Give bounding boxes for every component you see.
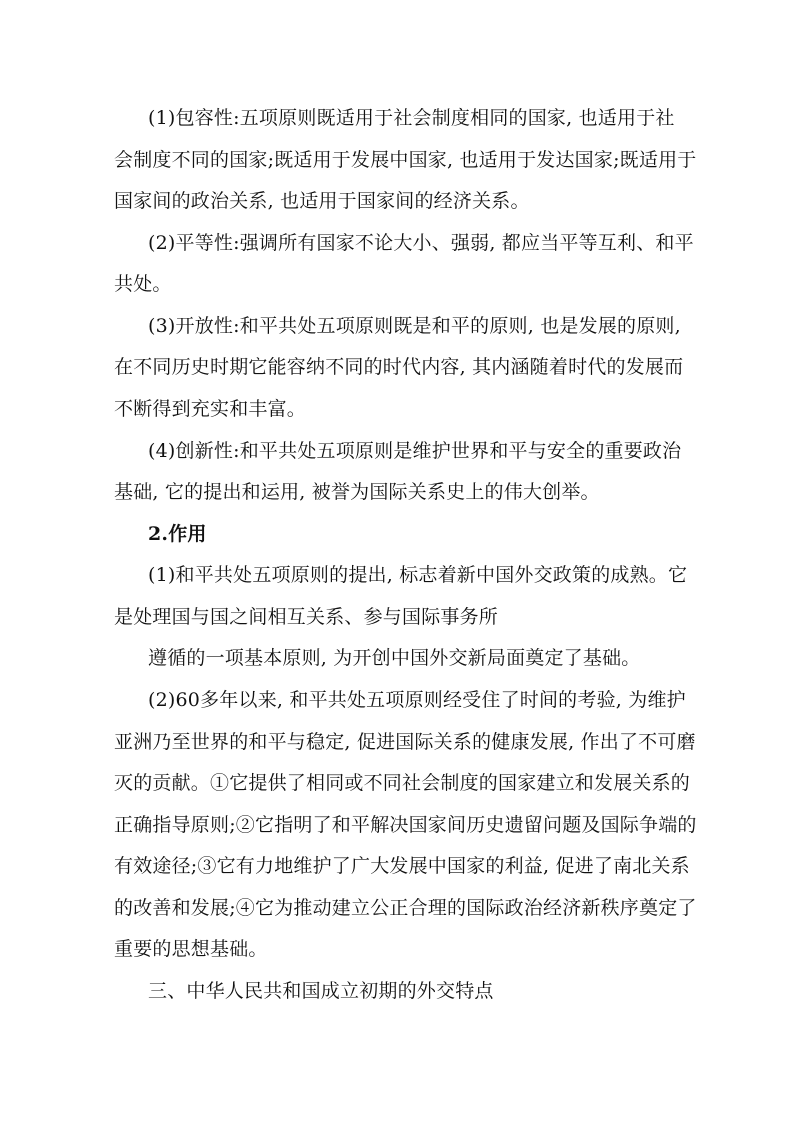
para-1-line-3: 国家间的政治关系, 也适用于国家间的经济关系。: [114, 190, 530, 212]
para-6-line-2: 亚洲乃至世界的和平与稳定, 促进国际关系的健康发展, 作出了不可磨: [114, 731, 696, 753]
para-6-line-5: 有效途径;③它有力地维护了广大发展中国家的利益, 促进了南北关系: [114, 855, 690, 877]
para-4-line-1: (4)创新性:和平共处五项原则是维护世界和平与安全的重要政治: [148, 440, 682, 462]
para-3-line-2: 在不同历史时期它能容纳不同的时代内容, 其内涵随着时代的发展而: [114, 356, 684, 378]
section-heading-role: 2.作用: [148, 523, 207, 545]
para-6-line-3: 灭的贡献。①它提供了相同或不同社会制度的国家建立和发展关系的: [114, 772, 691, 794]
section-heading-three: 三、中华人民共和国成立初期的外交特点: [148, 980, 494, 1002]
para-6-line-4: 正确指导原则;②它指明了和平解决国家间历史遗留问题及国际争端的: [114, 814, 697, 836]
para-5-line-3: 遵循的一项基本原则, 为开创中国外交新局面奠定了基础。: [148, 647, 641, 669]
para-2-line-2: 共处。: [114, 273, 172, 295]
para-1-line-1: (1)包容性:五项原则既适用于社会制度相同的国家, 也适用于社: [148, 107, 675, 129]
para-2-line-1: (2)平等性:强调所有国家不论大小、强弱, 都应当平等互利、和平: [148, 232, 694, 254]
para-5-line-2: 是处理国与国之间相互关系、参与国际事务所: [114, 606, 499, 628]
para-3-line-3: 不断得到充实和丰富。: [114, 398, 307, 420]
para-3-line-1: (3)开放性:和平共处五项原则既是和平的原则, 也是发展的原则,: [148, 315, 681, 337]
para-6-line-6: 的改善和发展;④它为推动建立公正合理的国际政治经济新秩序奠定了: [114, 897, 697, 919]
para-1-line-2: 会制度不同的国家;既适用于发展中国家, 也适用于发达国家;既适用于: [114, 149, 697, 171]
para-5-line-1: (1)和平共处五项原则的提出, 标志着新中国外交政策的成熟。它: [148, 564, 688, 586]
para-6-line-7: 重要的思想基础。: [114, 938, 268, 960]
para-6-line-1: (2)60多年以来, 和平共处五项原则经受住了时间的考验, 为维护: [148, 689, 686, 711]
para-4-line-2: 基础, 它的提出和运用, 被誉为国际关系史上的伟大创举。: [114, 481, 600, 503]
